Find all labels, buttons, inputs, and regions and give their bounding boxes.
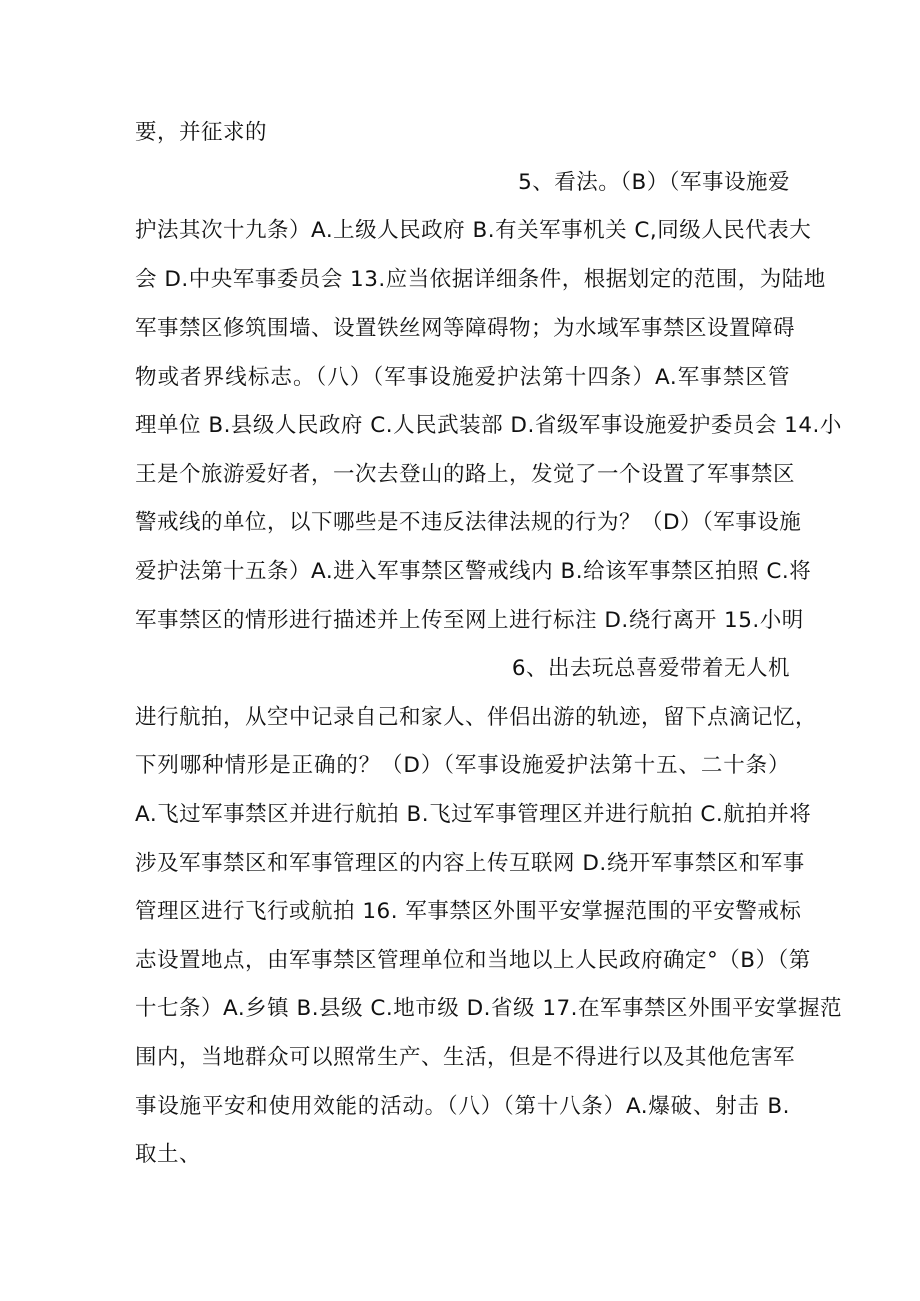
text-line-1: 要，并征求的 bbox=[135, 120, 268, 145]
text-line-12: 6、出去玩总喜爱带着无人机 bbox=[511, 656, 790, 681]
text-line-19: 十七条）A.乡镇 B.县级 C.地市级 D.省级 17.在军事禁区外围平安掌握范 bbox=[135, 996, 843, 1021]
text-line-11: 军事禁区的情形进行描述并上传至网上进行标注 D.绕行离开 15.小明 bbox=[135, 608, 804, 633]
text-line-20: 围内，当地群众可以照常生产、生活，但是不得进行以及其他危害军 bbox=[135, 1045, 796, 1070]
text-line-8: 王是个旅游爱好者，一次去登山的路上，发觉了一个设置了军事禁区 bbox=[135, 462, 796, 487]
text-line-4: 会 D.中央军事委员会 13.应当依据详细条件，根据划定的范围，为陆地 bbox=[135, 267, 826, 292]
text-line-13: 进行航拍，从空中记录自己和家人、伴侣出游的轨迹，留下点滴记忆， bbox=[135, 705, 818, 730]
text-line-5: 军事禁区修筑围墙、设置铁丝网等障碍物；为水域军事禁区设置障碍 bbox=[135, 316, 796, 341]
text-line-21: 事设施平安和使用效能的活动。（八）（第十八条）A.爆破、射击 B. bbox=[135, 1094, 790, 1119]
text-line-10: 爱护法第十五条）A.进入军事禁区警戒线内 B.给该军事禁区拍照 C.将 bbox=[135, 559, 812, 584]
text-line-2: 5、看法。（B）（军事设施爱 bbox=[518, 170, 790, 195]
text-line-9: 警戒线的单位，以下哪些是不违反法律法规的行为？（D）（军事设施 bbox=[135, 510, 802, 535]
text-line-7: 理单位 B.县级人民政府 C.人民武装部 D.省级军事设施爱护委员会 14.小 bbox=[135, 413, 842, 438]
text-line-14: 下列哪种情形是正确的？（D）（军事设施爱护法第十五、二十条） bbox=[135, 753, 790, 778]
text-line-18: 志设置地点，由军事禁区管理单位和当地以上人民政府确定°（B）（第 bbox=[135, 948, 811, 973]
text-line-15: A.飞过军事禁区并进行航拍 B.飞过军事管理区并进行航拍 C.航拍并将 bbox=[135, 802, 812, 827]
text-line-17: 管理区进行飞行或航拍 16. 军事禁区外围平安掌握范围的平安警戒标 bbox=[135, 899, 802, 924]
text-line-3: 护法其次十九条）A.上级人民政府 B.有关军事机关 C,同级人民代表大 bbox=[135, 218, 812, 243]
text-line-6: 物或者界线标志。（八）（军事设施爱护法第十四条）A.军事禁区管 bbox=[135, 365, 790, 390]
text-line-22: 取土、 bbox=[135, 1142, 202, 1167]
text-line-16: 涉及军事禁区和军事管理区的内容上传互联网 D.绕开军事禁区和军事 bbox=[135, 851, 805, 876]
